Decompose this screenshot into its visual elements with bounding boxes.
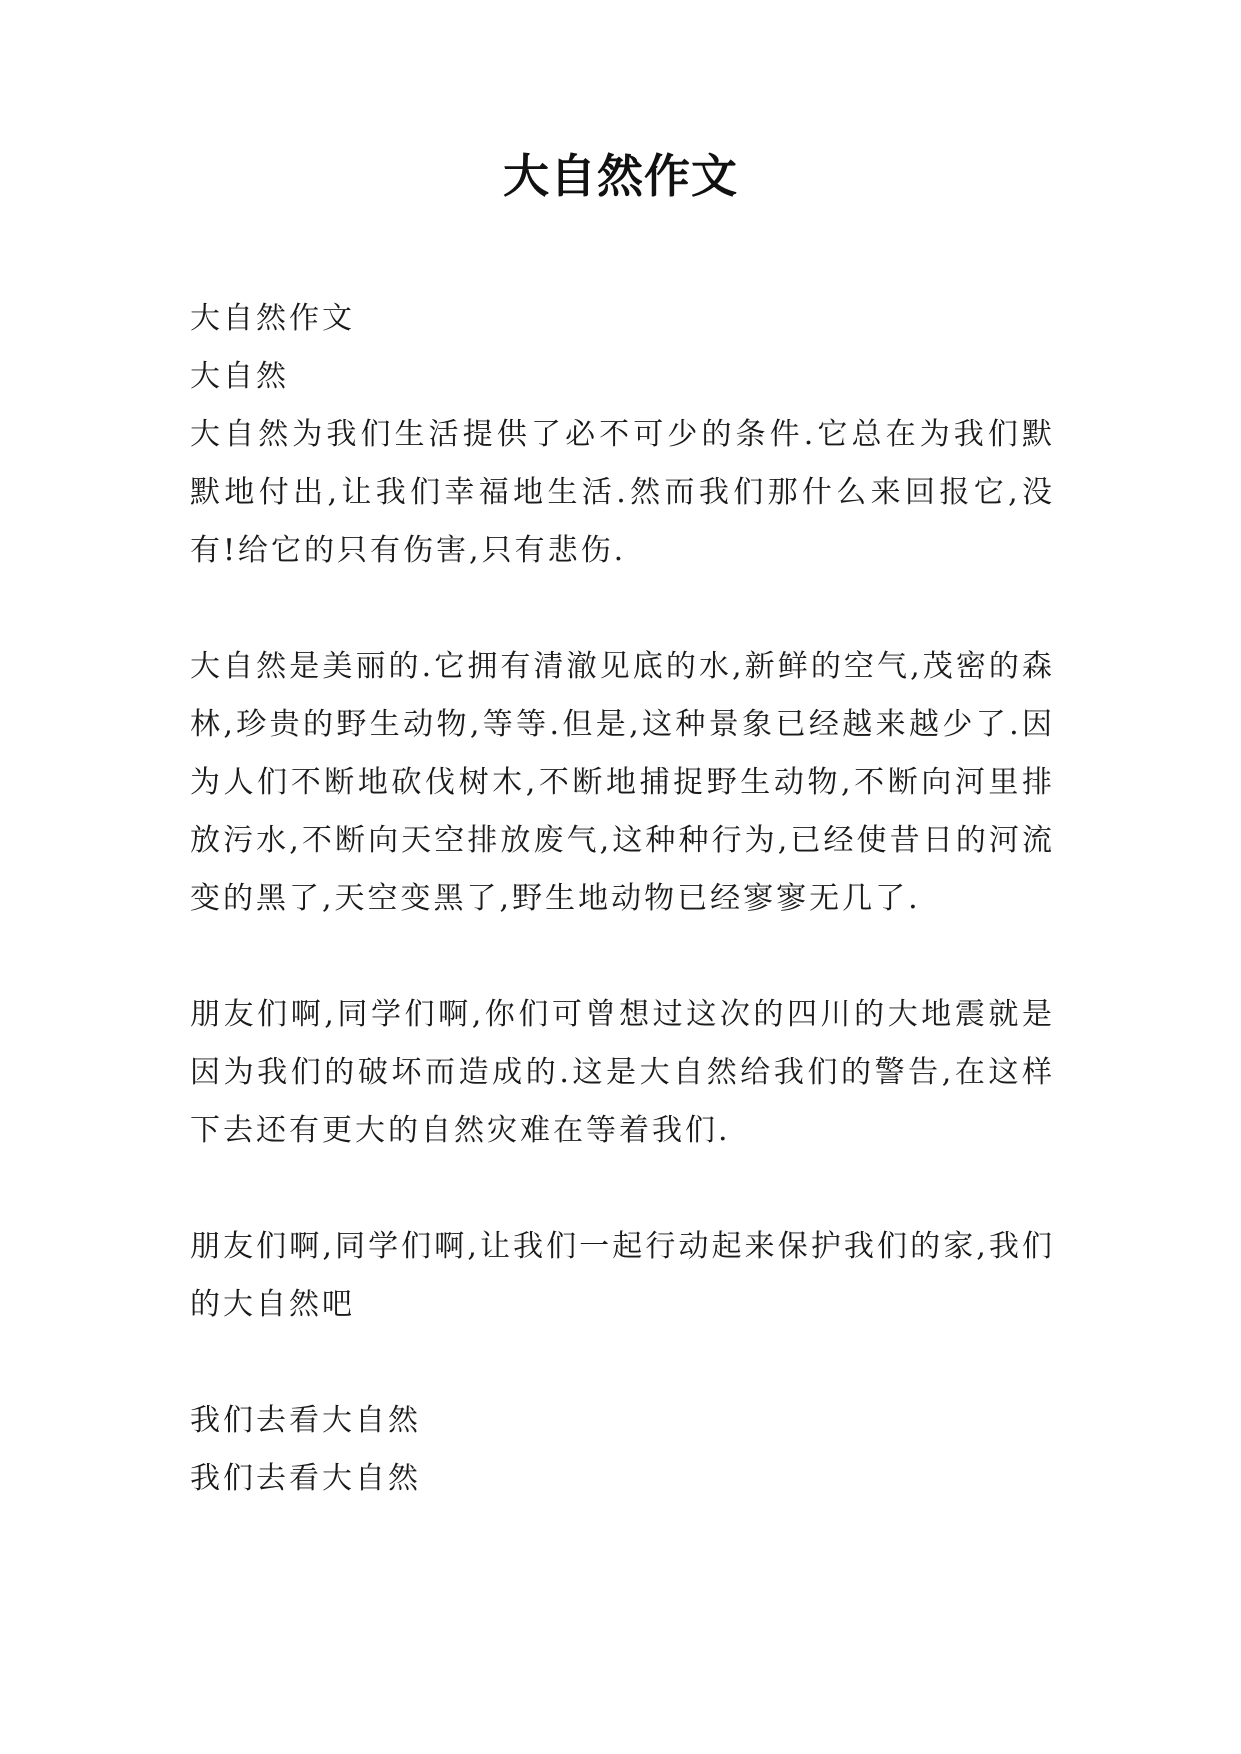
paragraph-spacer bbox=[190, 1160, 1055, 1218]
tail-line-2: 我们去看大自然 bbox=[190, 1461, 421, 1496]
paragraph-spacer bbox=[190, 1334, 1055, 1392]
document-body bbox=[190, 290, 1055, 1508]
heading-line: 大自然作文 bbox=[190, 301, 355, 336]
paragraph-spacer bbox=[190, 580, 1055, 638]
subheading-line: 大自然 bbox=[190, 359, 289, 394]
paragraph-2: 大自然是美丽的.它拥有清澈见底的水,新鲜的空气,茂密的森林,珍贵的野生动物,等等.但是,这种景象已经越来越少了.因为人们不断地砍伐树木,不断地捕捉野生动物,不断向河里排放污水,不断向天空排放废气,这种种行为,已经使昔日的河流变的黑了,天空变黑了,野生地动物已经寥寥无几了. bbox=[190, 649, 1055, 916]
paragraph-4: 朋友们啊,同学们啊,让我们一起行动起来保护我们的家,我们的大自然吧 bbox=[190, 1229, 1055, 1322]
paragraph-3: 朋友们啊,同学们啊,你们可曾想过这次的四川的大地震就是因为我们的破坏而造成的.这是大自然给我们的警告,在这样下去还有更大的自然灾难在等着我们. bbox=[190, 997, 1055, 1148]
paragraph-spacer bbox=[190, 928, 1055, 986]
tail-line-1: 我们去看大自然 bbox=[190, 1403, 421, 1438]
paragraph-1: 大自然为我们生活提供了必不可少的条件.它总在为我们默默地付出,让我们幸福地生活.然而我们那什么来回报它,没有!给它的只有伤害,只有悲伤. bbox=[190, 417, 1055, 568]
page-title: 大自然作文 bbox=[503, 149, 738, 203]
